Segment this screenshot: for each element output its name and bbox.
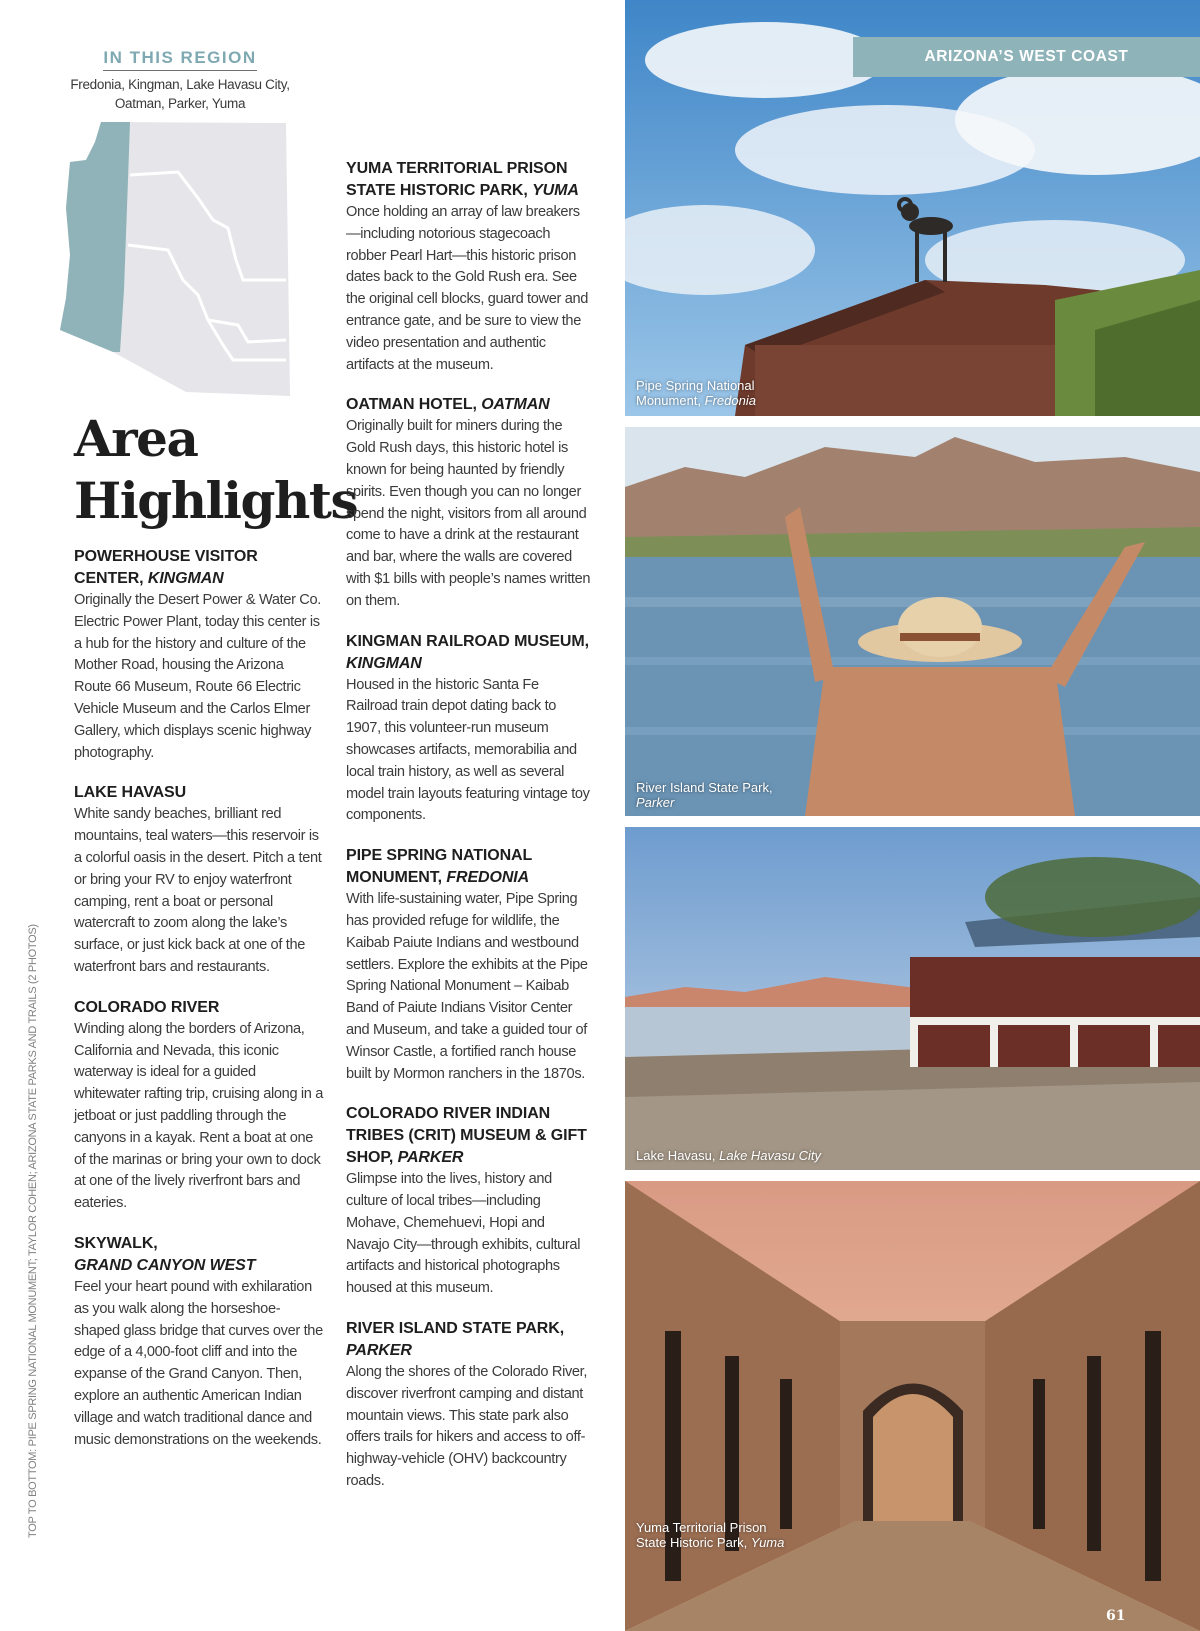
entry-body: Originally the Desert Power & Water Co. Electric Power Plant, today this center is a hub for the history and culture of the Mother Road, housing the Arizona Route 66 Museum, Route 66 Electric Vehicle Museum and the Carlos Elmer Gallery, which displays scenic highway photography. <box>74 592 321 761</box>
entry-body: Winding along the borders of Arizona, California and Nevada, this iconic waterway is ideal for a guided whitewater rafting trip, cruising along in a jetboat or just paddling through the canyons in a kayak. Rent a boat at one of the marinas or bring your own to dock at one of the lively riverfront bars and eateries. <box>74 1020 324 1212</box>
entry-body: Once holding an array of law breakers—including notorious stagecoach robber Pearl Hart—this historic prison dates back to the Gold Rush era. See the original cell blocks, guard tower and entrance gate, and be sure to view the video presentation and authentic artifacts at the museum. <box>346 204 588 373</box>
highlight-entry <box>346 394 591 612</box>
region-city-list <box>70 75 290 113</box>
highlight-entry <box>74 1233 324 1451</box>
photo-caption: River Island State Park, Parker <box>636 780 773 810</box>
photo-lake-havasu-image <box>625 827 1200 1170</box>
entry-title: LAKE HAVASU <box>74 784 187 802</box>
highlight-entry <box>346 1318 591 1493</box>
entry-place: PARKER <box>346 1342 412 1360</box>
entry-body: Housed in the historic Santa Fe Railroad train depot dating back to 1907, this volunteer-run museum showcases artifacts, memorabilia and local train history, as well as several model train layouts featuring vintage toy components. <box>346 676 590 824</box>
photo-yuma-prison-image <box>625 1181 1200 1631</box>
middle-column <box>346 158 591 1511</box>
highlight-entry <box>346 631 591 828</box>
highlight-entry <box>346 845 591 1085</box>
photo-lake-havasu <box>625 827 1200 1170</box>
entry-body: Glimpse into the lives, history and culture of local tribes—including Mohave, Chemehuevi, Hopi and Navajo City—through exhibits, cultural artifacts and historical photographs housed at this museum. <box>346 1171 581 1297</box>
west-coast-region-shape <box>60 122 130 352</box>
entry-title: COLORADO RIVER INDIAN TRIBES (CRIT) MUSEUM & GIFT SHOP, PARKER <box>346 1105 587 1167</box>
entry-title: SKYWALK, GRAND CANYON WEST <box>74 1234 256 1274</box>
entry-title: POWERHOUSE VISITOR CENTER, KINGMAN <box>74 548 258 587</box>
entry-body: With life-sustaining water, Pipe Spring has provided refuge for wildlife, the Kaibab Paiute Indians and westbound settlers. Explore the exhibits at the Pipe Spring National Monument – Kaibab Band of Paiute Indians Visitor Center and Museum, and take a guided tour of Winsor Castle, a fortified ranch house built by Mormon ranchers in the 1870s. <box>346 891 588 1082</box>
page-title-line-2: Highlights <box>74 471 358 530</box>
entry-title: COLORADO RIVER <box>74 998 220 1016</box>
entry-place: GRAND CANYON WEST <box>74 1256 256 1274</box>
left-column <box>74 546 324 1469</box>
entry-place: YUMA <box>532 182 579 199</box>
entry-place: PARKER <box>397 1149 464 1167</box>
region-header <box>70 48 290 113</box>
entry-title: PIPE SPRING NATIONAL MONUMENT, FREDONIA <box>346 847 532 887</box>
arizona-region-map <box>58 120 304 405</box>
page-number: 61 <box>1106 1608 1126 1624</box>
entry-place: OATMAN <box>481 396 550 414</box>
entry-title: OATMAN HOTEL, OATMAN <box>346 396 550 414</box>
highlight-entry <box>346 1103 591 1300</box>
entry-place: KINGMAN <box>346 654 422 672</box>
highlight-entry <box>346 158 591 376</box>
photo-caption: Yuma Territorial Prison State Historic Park, Yuma <box>636 1520 785 1550</box>
entry-body: Feel your heart pound with exhilaration as you walk along the horseshoe-shaped glass bridge that curves over the edge of a 4,000-foot cliff and into the expanse of the Grand Canyon. Then, explore an authentic American Indian village and watch traditional dance and music demonstrations on the weekends. <box>74 1278 323 1448</box>
entry-title: YUMA TERRITORIAL PRISON STATE HISTORIC PARK, YUMA <box>346 160 579 199</box>
region-cities-line-2: Oatman, Parker, Yuma <box>114 96 246 111</box>
page-title <box>74 408 357 532</box>
entry-title: RIVER ISLAND STATE PARK, PARKER <box>346 1320 565 1360</box>
photo-river-island <box>625 427 1200 816</box>
section-banner: ARIZONA’S WEST COAST <box>853 37 1200 77</box>
photo-river-island-image <box>625 427 1200 816</box>
photo-credit: TOP TO BOTTOM: PIPE SPRING NATIONAL MONUMENT; TAYLOR COHEN; ARIZONA STATE PARKS AND TRAILS (2 PHOTOS) <box>27 924 39 1538</box>
entry-body: Originally built for miners during the Gold Rush days, this historic hotel is known for being haunted by friendly spirits. Even though you can no longer spend the night, visitors from all around come to have a drink at the restaurant and bar, where the walls are covered with $1 bills with people’s names written on them. <box>346 418 591 609</box>
photo-caption: Pipe Spring National Monument, Fredonia <box>636 378 756 408</box>
entry-place: KINGMAN <box>147 570 224 587</box>
photo-caption: Lake Havasu, Lake Havasu City <box>636 1148 821 1163</box>
photo-yuma-prison <box>625 1181 1200 1631</box>
highlight-entry <box>74 782 324 978</box>
highlight-entry <box>74 546 324 764</box>
entry-body: White sandy beaches, brilliant red mountains, teal waters—this reservoir is a colorful oasis in the desert. Pitch a tent or bring your RV to enjoy waterfront camping, rent a boat or personal watercraft to zoom along the lake’s surface, or just kick back at one of the waterfront bars and restaurants. <box>74 806 322 975</box>
entry-place: FREDONIA <box>446 869 530 887</box>
page-title-line-1: Area <box>74 409 198 468</box>
entry-body: Along the shores of the Colorado River, discover riverfront camping and distant mountain views. This state park also offers trails for hikers and access to off-highway-vehicle (OHV) backcountry roads. <box>346 1364 588 1490</box>
highlight-entry <box>74 997 324 1215</box>
region-title: IN THIS REGION <box>103 48 256 71</box>
entry-title: KINGMAN RAILROAD MUSEUM, KINGMAN <box>346 632 589 672</box>
region-cities-line-1: Fredonia, Kingman, Lake Havasu City, <box>70 77 290 92</box>
